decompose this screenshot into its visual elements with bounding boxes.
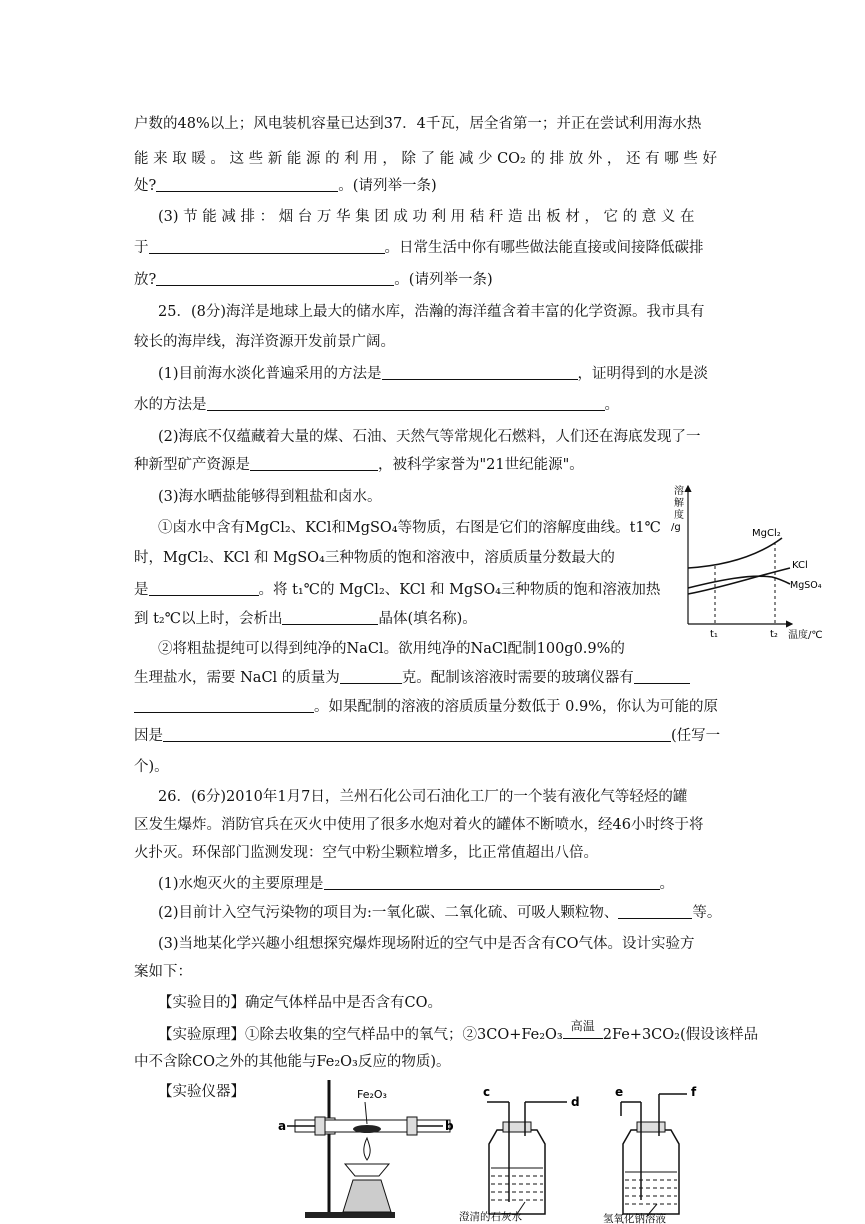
q25-sub2-line-4: 因是 (任写一 bbox=[134, 728, 721, 744]
q24-line-1: 户数的48%以上；风电装机容量已达到37．4千瓦，居全省第一；并正在尝试利用海水热 bbox=[134, 116, 702, 132]
q26-part1: (1)水炮灭火的主要原理是 。 bbox=[158, 876, 675, 892]
q26-goal: 【实验目的】确定气体样品中是否含有CO。 bbox=[158, 995, 442, 1011]
answer-blank[interactable] bbox=[634, 669, 690, 684]
answer-blank[interactable] bbox=[207, 396, 605, 411]
reaction-condition: 高温 bbox=[570, 1019, 595, 1033]
answer-blank[interactable] bbox=[163, 727, 671, 742]
answer-blank[interactable] bbox=[149, 581, 259, 596]
q25-sub2-line-5: 个)。 bbox=[134, 759, 169, 775]
q24-part3-line-3: 放? 。(请列举一条) bbox=[134, 272, 493, 288]
q26-part3-line-2: 案如下： bbox=[134, 964, 192, 980]
label-c: c bbox=[483, 1085, 491, 1099]
solubility-graph bbox=[660, 482, 840, 642]
q25-part3: (3)海水晒盐能够得到粗盐和卤水。 bbox=[158, 489, 382, 505]
q25-part2-line-1: (2)海底不仅蕴藏着大量的煤、石油、天然气等常规化石燃料，人们还在海底发现了一 bbox=[158, 429, 701, 445]
answer-blank[interactable] bbox=[250, 456, 378, 471]
q26-principle-line-1: 【实验原理】①除去收集的空气样品中的氧气；②3CO+Fe₂O₃ 高温 2Fe+3CO₂(假设该样品 bbox=[158, 1025, 758, 1045]
q25-sub1-line-1: ①卤水中含有MgCl₂、KCl和MgSO₄等物质，右图是它们的溶解度曲线。t1℃ bbox=[158, 520, 661, 536]
burner-wire-gauze bbox=[345, 1164, 389, 1176]
mgcl2-curve bbox=[688, 538, 782, 568]
q25-sub2-line-3: 。如果配制的溶液的溶质质量分数低于 0.9%，你认为可能的原 bbox=[134, 697, 718, 717]
q24-line-2: 能 来 取 暖 。 这 些 新 能 源 的 利 用 ， 除 了 能 减 少 CO₂ 的 排 放 外 ， 还 有 哪 些 好 bbox=[134, 151, 717, 167]
answer-blank[interactable] bbox=[340, 669, 402, 684]
q26-line-3: 火扑灭。环保部门监测发现：空气中粉尘颗粒增多，比正常值超出八倍。 bbox=[134, 845, 598, 861]
label-e: e bbox=[615, 1085, 624, 1099]
answer-blank[interactable] bbox=[156, 177, 338, 192]
q25-sub2-line-1: ②将粗盐提纯可以得到纯净的NaCl。欲用纯净的NaCl配制100g0.9%的 bbox=[158, 641, 625, 657]
label-d: d bbox=[571, 1095, 580, 1109]
q25-part2-line-2: 种新型矿产资源是 ，被科学家誉为"21世纪能源"。 bbox=[134, 457, 584, 473]
q25-line-1: 25．(8分)海洋是地球上最大的储水库，浩瀚的海洋蕴含着丰富的化学资源。我市具有 bbox=[158, 304, 705, 320]
naoh-label: 氢氧化钠溶液 bbox=[603, 1213, 666, 1224]
t1-label: t₁ bbox=[710, 629, 718, 640]
x-axis-label: 温度/℃ bbox=[788, 630, 823, 641]
answer-blank[interactable] bbox=[324, 875, 660, 890]
q24-part3-line-1: (3) 节 能 减 排 ： 烟 台 万 华 集 团 成 功 利 用 秸 秆 造 出 板 材 ， 它 的 意 义 在 bbox=[158, 209, 695, 225]
fe2o3-label: Fe₂O₃ bbox=[357, 1088, 387, 1101]
q24-line-3: 处? 。(请列举一条) bbox=[134, 178, 437, 194]
q26-line-2: 区发生爆炸。消防官兵在灭火中使用了很多水炮对着火的罐体不断喷水，经46小时终于将 bbox=[134, 817, 704, 833]
washing-bottle-2 bbox=[621, 1094, 687, 1214]
burner-flame bbox=[364, 1138, 370, 1160]
label-b: b bbox=[445, 1119, 454, 1133]
q26-equipment-label: 【实验仪器】 bbox=[158, 1084, 245, 1100]
q26-part3-line-1: (3)当地某化学兴趣小组想探究爆炸现场附近的空气中是否含有CO气体。设计实验方 bbox=[158, 936, 695, 952]
experiment-apparatus bbox=[275, 1072, 715, 1224]
mgcl2-label: MgCl₂ bbox=[752, 528, 781, 539]
q26-principle-line-2: 中不含除CO之外的其他能与Fe₂O₃反应的物质)。 bbox=[134, 1054, 451, 1070]
answer-blank[interactable] bbox=[382, 365, 578, 380]
y-axis-label: 溶解度/g bbox=[671, 486, 684, 533]
answer-blank[interactable] bbox=[618, 904, 692, 919]
limewater-label: 澄清的石灰水 bbox=[459, 1211, 522, 1223]
q26-line-1: 26．(6分)2010年1月7日，兰州石化公司石油化工厂的一个装有液化气等轻烃的罐 bbox=[158, 789, 688, 805]
alcohol-lamp bbox=[343, 1180, 391, 1212]
q25-sub1-line-4: 到 t₂℃以上时，会析出 晶体(填名称)。 bbox=[134, 611, 477, 627]
answer-blank[interactable] bbox=[134, 698, 314, 713]
q26-part2: (2)目前计入空气污染物的项目为:一氧化碳、二氧化硫、可吸人颗粒物、 等。 bbox=[158, 905, 722, 921]
q24-part3-line-2: 于 。日常生活中你有哪些做法能直接或间接降低碳排 bbox=[134, 240, 704, 256]
washing-bottle-1 bbox=[487, 1102, 567, 1214]
q25-part1-line-2: 水的方法是 。 bbox=[134, 397, 619, 413]
answer-blank[interactable] bbox=[282, 610, 378, 625]
q25-part1-line-1: (1)目前海水淡化普遍采用的方法是 ，证明得到的水是淡 bbox=[158, 366, 709, 382]
q25-line-2: 较长的海岸线，海洋资源开发前景广阔。 bbox=[134, 334, 395, 350]
q25-sub2-line-2: 生理盐水，需要 NaCl 的质量为 克。配制该溶液时需要的玻璃仪器有 bbox=[134, 668, 690, 688]
label-a: a bbox=[278, 1119, 287, 1133]
stopper-left bbox=[315, 1117, 325, 1135]
retort-stand-base bbox=[305, 1212, 395, 1218]
mgso4-label: MgSO₄ bbox=[790, 580, 822, 591]
answer-blank[interactable] bbox=[149, 239, 385, 254]
q25-sub1-line-2: 时，MgCl₂、KCl 和 MgSO₄三种物质的饱和溶液中，溶质质量分数最大的 bbox=[134, 550, 615, 566]
label-f: f bbox=[691, 1085, 697, 1099]
kcl-label: KCl bbox=[792, 560, 808, 571]
t2-label: t₂ bbox=[770, 629, 778, 640]
answer-blank[interactable] bbox=[156, 271, 394, 286]
q25-sub1-line-3: 是 。将 t₁℃的 MgCl₂、KCl 和 MgSO₄三种物质的饱和溶液加热 bbox=[134, 582, 661, 598]
stopper-right bbox=[407, 1117, 417, 1135]
fe2o3-powder bbox=[353, 1125, 381, 1133]
